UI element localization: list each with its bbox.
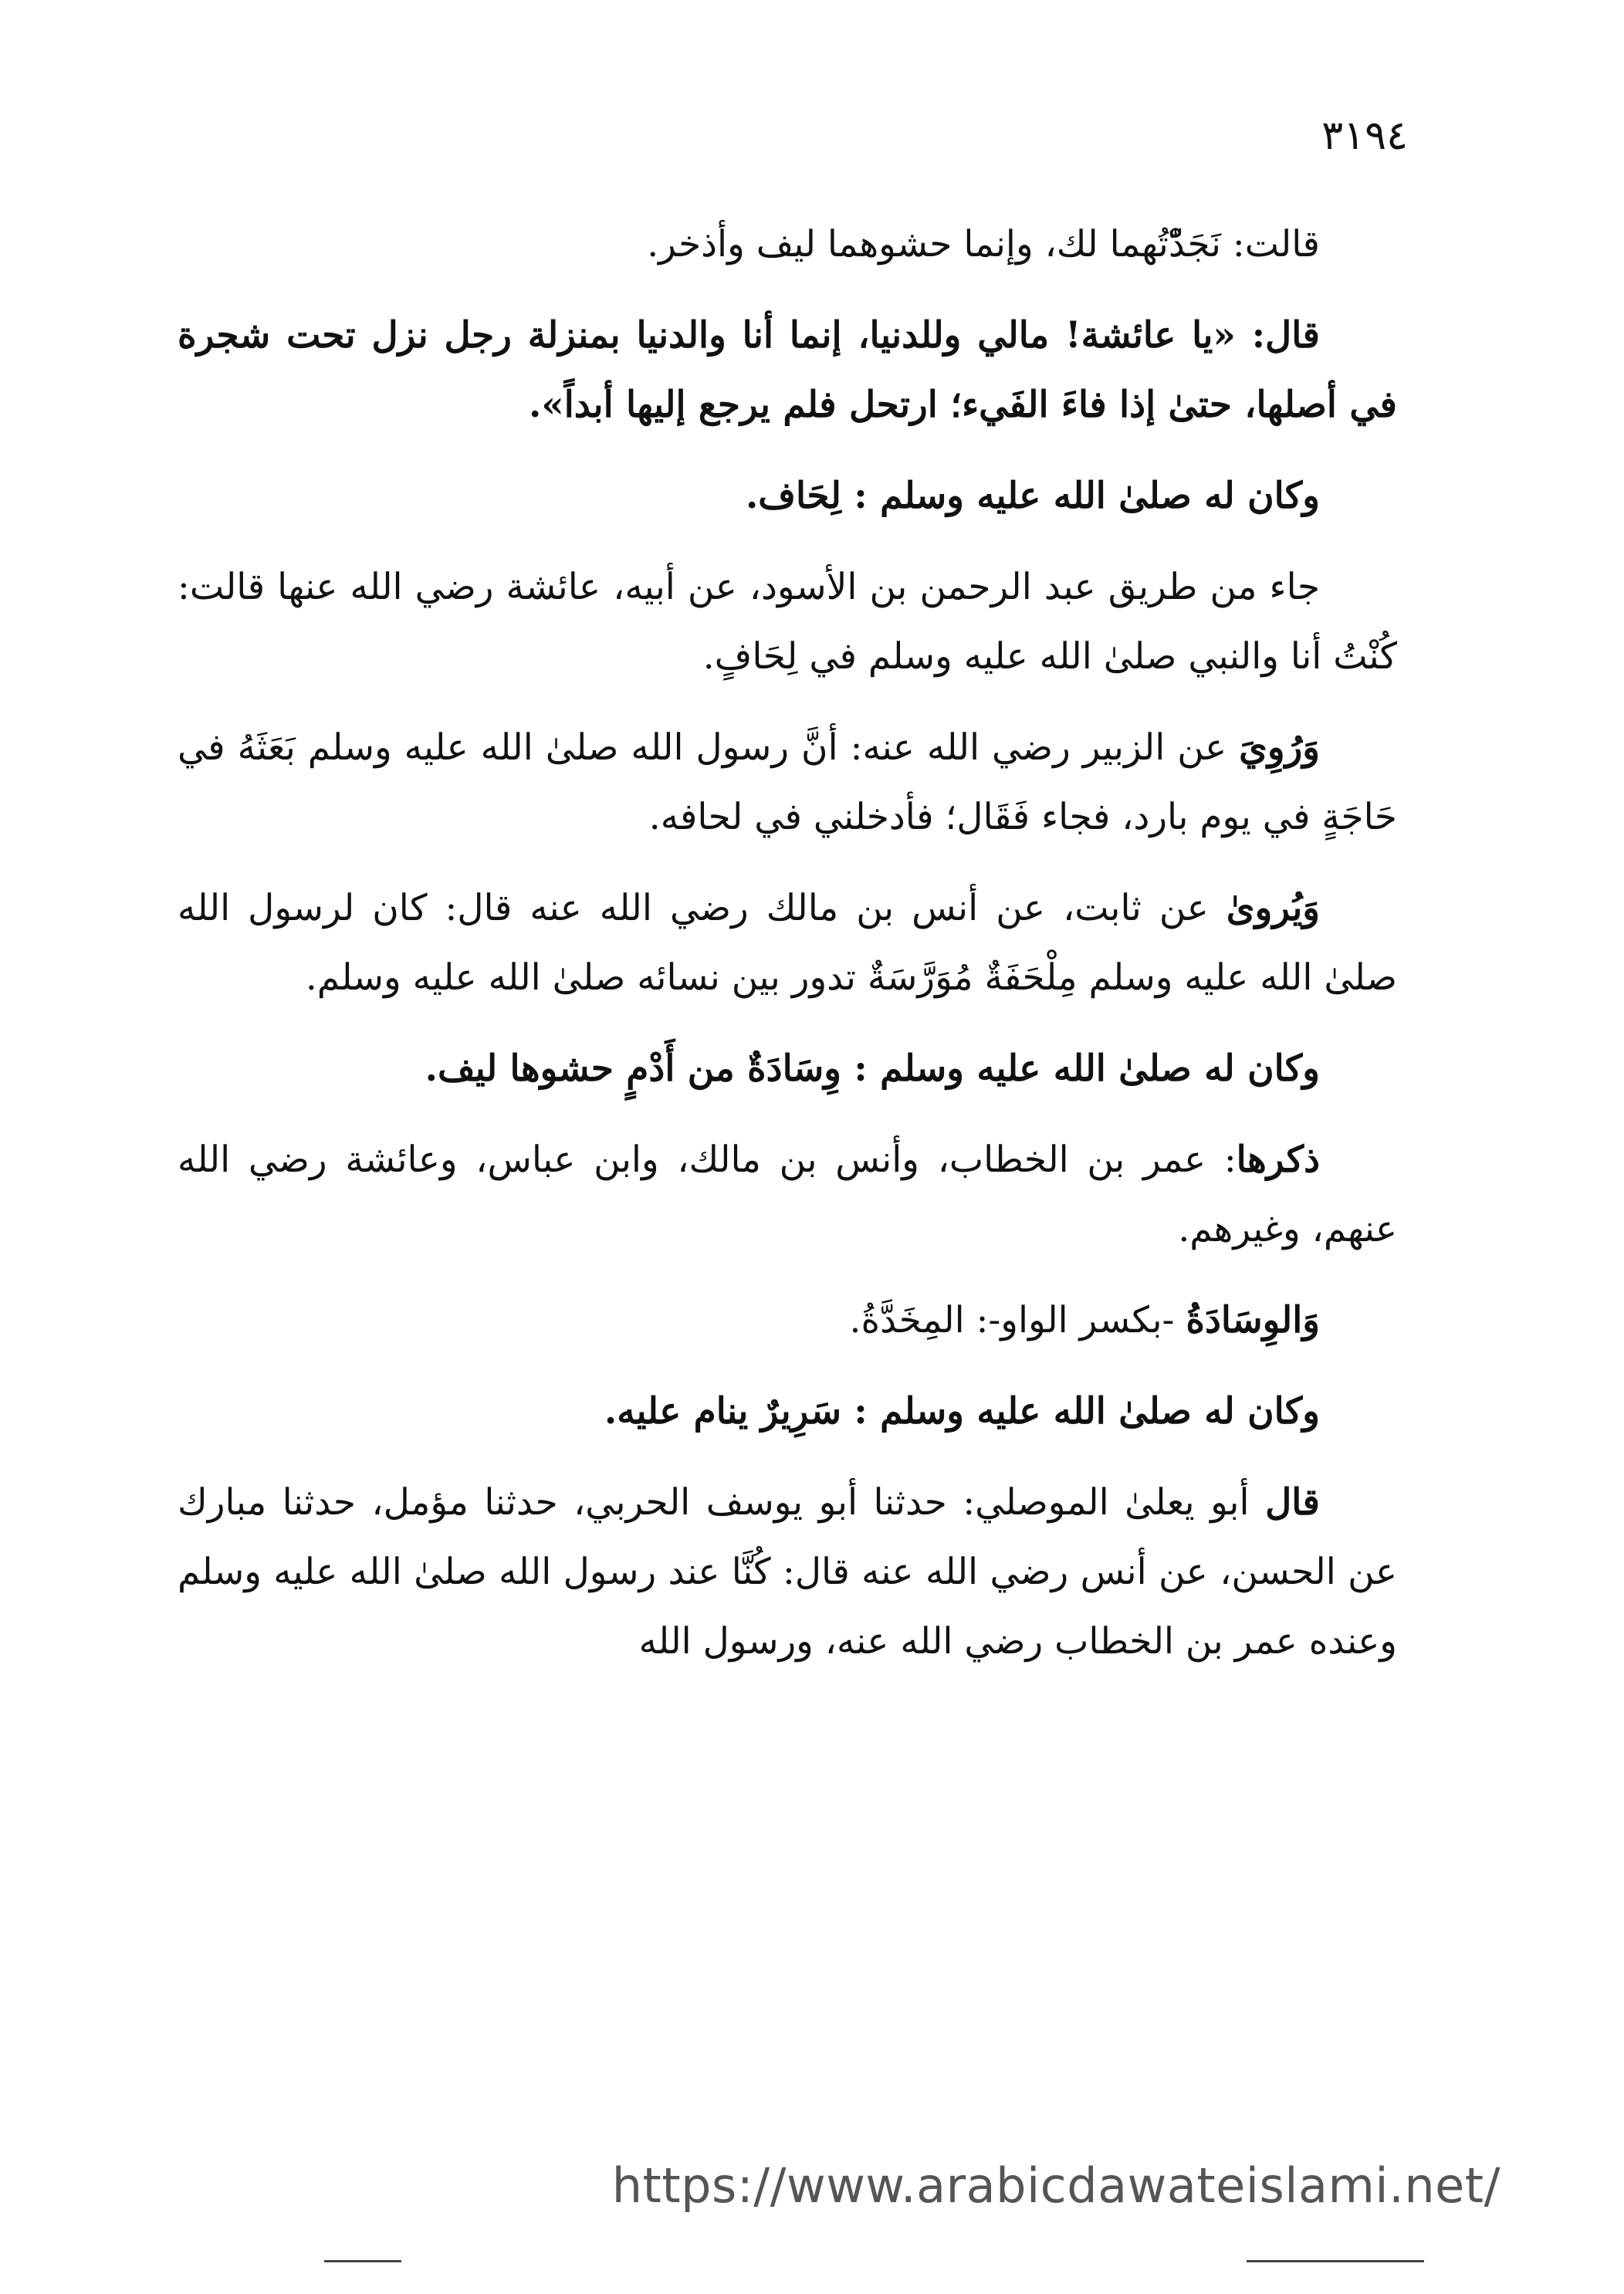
paragraph-text: وكان له صلىٰ الله عليه وسلم : وِسَادَةٌ من أَدْمٍ حشوها ليف. xyxy=(425,1047,1320,1090)
paragraph-text: أبو يعلىٰ الموصلي: حدثنا أبو يوسف الحربي، حدثنا مؤمل، حدثنا مبارك عن الحسن، عن أنس رضي الله عنه قال: كُنَّا عند رسول الله صلىٰ الله عليه وسلم وعنده عمر بن الخطاب رضي الله عنه، ورسول الله xyxy=(178,1481,1397,1663)
paragraph-text: وكان له صلىٰ الله عليه وسلم : لِحَاف. xyxy=(745,475,1320,517)
paragraph-text: قال: «يا عائشة! مالي وللدنيا، إنما أنا والدنيا بمنزلة رجل نزل تحت شجرة في أصلها، حتىٰ إذا فاءَ الفَيء؛ ارتحل فلم يرجع إليها أبداً». xyxy=(178,314,1397,426)
paragraph-text: : عمر بن الخطاب، وأنس بن مالك، وابن عباس، وعائشة رضي الله عنهم، وغيرهم. xyxy=(178,1139,1397,1250)
bottom-rule-right xyxy=(1247,2260,1424,2262)
paragraph-lead: ذكرها xyxy=(1236,1139,1320,1181)
paragraph-6 xyxy=(178,874,1397,1013)
paragraph-text: عن ثابت، عن أنس بن مالك رضي الله عنه قال: كان لرسول الله صلىٰ الله عليه وسلم مِلْحَفَةٌ مُوَرَّسَةٌ تدور بين نسائه صلىٰ الله عليه وسلم. xyxy=(178,887,1397,999)
paragraph-lead: وَرُوِيَ xyxy=(1239,726,1320,769)
page-number: ٣١٩٤ xyxy=(1321,113,1408,159)
paragraph-7 xyxy=(178,1034,1397,1104)
paragraph-lead: قال xyxy=(1265,1481,1320,1524)
paragraph-text: قالت: نَجَدّْتُهما لك، وإنما حشوهما ليف وأذخر. xyxy=(647,223,1320,266)
watermark-url: https://www.arabicdawateislami.net/ xyxy=(611,2157,1501,2214)
paragraph-text: وكان له صلىٰ الله عليه وسلم : سَرِيرٌ ينام عليه. xyxy=(604,1390,1320,1433)
paragraph-5 xyxy=(178,713,1397,852)
paragraph-text: جاء من طريق عبد الرحمن بن الأسود، عن أبيه، عائشة رضي الله عنها قالت: كُنْتُ أنا والنبي صلىٰ الله عليه وسلم في لِحَافٍ. xyxy=(178,566,1397,678)
paragraph-8 xyxy=(178,1125,1397,1264)
paragraph-lead: وَالوِسَادَةُ xyxy=(1186,1299,1320,1342)
paragraph-4 xyxy=(178,553,1397,692)
paragraph-3 xyxy=(178,462,1397,531)
paragraph-text: -بكسر الواو-: المِخَدَّةُ. xyxy=(849,1299,1186,1342)
bottom-rule-left xyxy=(324,2260,401,2262)
paragraph-1 xyxy=(178,210,1397,279)
body-text xyxy=(178,210,1397,1698)
paragraph-2 xyxy=(178,301,1397,440)
paragraph-9 xyxy=(178,1286,1397,1355)
paragraph-text: عن الزبير رضي الله عنه: أنَّ رسول الله صلىٰ الله عليه وسلم بَعَثَهُ في حَاجَةٍ في يوم بارد، فجاء فَقَال؛ فأدخلني في لحافه. xyxy=(178,726,1397,838)
paragraph-10 xyxy=(178,1377,1397,1446)
paragraph-lead: وَيُروىٰ xyxy=(1226,887,1320,929)
paragraph-11 xyxy=(178,1468,1397,1677)
